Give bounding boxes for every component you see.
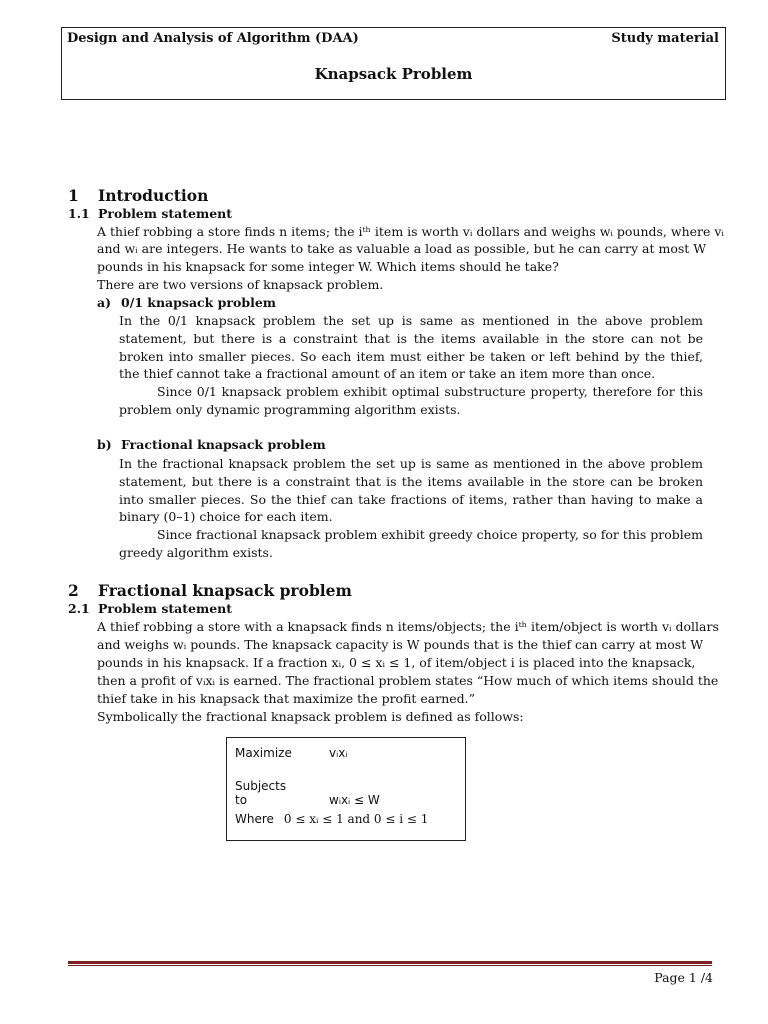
page-number: Page 1 /4: [654, 970, 713, 985]
paragraph-line: Symbolically the fractional knapsack problem is defined as follows:: [97, 709, 524, 724]
footer-divider: [68, 961, 712, 964]
formula-box: [226, 737, 466, 841]
section-title: Introduction: [98, 186, 209, 205]
paragraph: In the fractional knapsack problem the set up is same as mentioned in the above problem statement, but there is a constraint that is the items available in the store can be broken into smaller pieces. So the thief can take fractions of items, rather than having to make a binary (0–1) choice for each item.: [119, 456, 703, 525]
formula-constraint-row: [235, 779, 380, 807]
formula-expression: vᵢxᵢ: [329, 746, 348, 760]
subsection-1-1-heading: [68, 206, 232, 221]
paragraph-line: then a profit of vᵢxᵢ is earned. The fractional problem states “How much of which items should the: [97, 673, 719, 688]
formula-where-row: [235, 812, 428, 826]
subsection-number: 2.1: [68, 601, 90, 616]
subsubsection-a-heading: [97, 295, 276, 310]
footer-divider-thin: [68, 965, 712, 966]
section-2-heading: [68, 581, 352, 600]
formula-expression: wᵢxᵢ ≤ W: [329, 793, 380, 807]
paragraph-line: and wᵢ are integers. He wants to take as valuable a load as possible, but he can carry at most W: [97, 241, 707, 256]
section-title: Fractional knapsack problem: [98, 581, 352, 600]
paragraph-line: A thief robbing a store finds n items; the iᵗʰ item is worth vᵢ dollars and weighs wᵢ pounds, where vᵢ: [97, 224, 724, 239]
section-number: 2: [68, 581, 79, 600]
paragraph-line: pounds in his knapsack for some integer W. Which items should he take?: [97, 259, 559, 274]
list-label: a): [97, 295, 112, 310]
document-type: Study material: [611, 31, 719, 46]
subsection-title: Problem statement: [98, 206, 233, 221]
formula-label: Subjects to: [235, 779, 287, 807]
paragraph-line: There are two versions of knapsack problem.: [97, 277, 384, 292]
paragraph-line: A thief robbing a store with a knapsack finds n items/objects; the iᵗʰ item/object is worth vᵢ dollars: [97, 619, 719, 634]
subsubsection-title: 0/1 knapsack problem: [121, 295, 276, 310]
subsection-title: Problem statement: [98, 601, 233, 616]
document-header: [61, 27, 726, 100]
paragraph: Since 0/1 knapsack problem exhibit optimal substructure property, therefore for this problem only dynamic programming algorithm exists.: [119, 384, 703, 417]
paragraph: Since fractional knapsack problem exhibit greedy choice property, so for this problem greedy algorithm exists.: [119, 527, 704, 560]
paragraph: In the 0/1 knapsack problem the set up is same as mentioned in the above problem statement, but there is a constraint that is the items available in the store can not be broken into smaller pieces. So each item must either be taken or left behind by the thief, the thief cannot take a fractional amount of an item or take an item more than once.: [119, 313, 703, 382]
section-number: 1: [68, 186, 79, 205]
subsubsection-title: Fractional knapsack problem: [121, 437, 326, 452]
formula-label: Where: [235, 812, 274, 826]
formula-maximize-row: [235, 746, 348, 760]
paragraph-line: pounds in his knapsack. If a fraction xᵢ, 0 ≤ xᵢ ≤ 1, of item/object i is placed into the knapsack,: [97, 655, 696, 670]
subsection-2-1-heading: [68, 601, 232, 616]
list-label: b): [97, 437, 112, 452]
formula-expression: 0 ≤ xᵢ ≤ 1 and 0 ≤ i ≤ 1: [283, 812, 429, 826]
course-name: Design and Analysis of Algorithm (DAA): [67, 31, 359, 46]
subsubsection-b-heading: [97, 437, 326, 452]
paragraph-line: and weighs wᵢ pounds. The knapsack capacity is W pounds that is the thief can carry at most W: [97, 637, 704, 652]
subsection-number: 1.1: [68, 206, 90, 221]
document-title: Knapsack Problem: [314, 65, 473, 83]
section-1-heading: [68, 186, 208, 205]
paragraph-line: thief take in his knapsack that maximize the profit earned.”: [97, 691, 476, 706]
formula-label: Maximize: [235, 746, 292, 760]
